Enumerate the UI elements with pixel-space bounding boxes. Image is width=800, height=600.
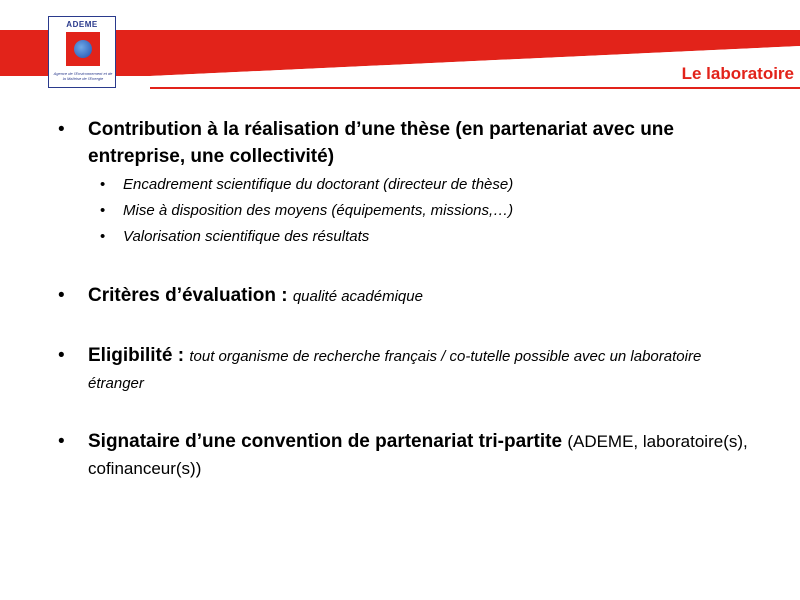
- bullet-dot: •: [58, 431, 65, 452]
- bullet-title: Critères d’évaluation :: [88, 285, 293, 306]
- ademe-logo: [48, 16, 116, 88]
- sub-item: [56, 198, 756, 224]
- slide-content: [56, 116, 756, 482]
- logo-subtitle: Agence de l'Environnement et de la Maîtrise de l'Energie: [53, 71, 113, 81]
- slide-title: Le laboratoire: [681, 64, 794, 83]
- bullet-eligibilite: [56, 342, 756, 396]
- sub-bullet-dot: •: [100, 228, 106, 245]
- logo-text: ADEME: [66, 20, 98, 29]
- bullet-criteres: [56, 282, 756, 310]
- header-red-band: [0, 0, 800, 80]
- sub-item-text: Valorisation scientifique des résultats: [123, 228, 370, 245]
- bullet-dot: •: [58, 285, 65, 306]
- globe-icon: [74, 40, 92, 58]
- bullet-signataire: [56, 428, 756, 482]
- sub-item: [56, 224, 756, 250]
- sub-bullet-dot: •: [100, 176, 106, 193]
- bullet-dot: •: [58, 119, 65, 140]
- sub-bullet-dot: •: [100, 202, 106, 219]
- sub-item-text: Encadrement scientifique du doctorant (directeur de thèse): [123, 176, 514, 193]
- sub-list: [56, 172, 756, 250]
- bullet-description: tout organisme de recherche français / co-tutelle possible avec un laboratoire étranger: [88, 348, 702, 392]
- bullet-description: (ADEME, laboratoire(s), cofinanceur(s)): [88, 432, 748, 478]
- bullet-title: Contribution à la réalisation d’une thèse (en partenariat avec une entreprise, une collectivité): [88, 119, 674, 167]
- logo-square: [66, 32, 100, 66]
- bullet-title: Eligibilité :: [88, 345, 190, 366]
- bullet-description: qualité académique: [292, 288, 423, 305]
- sub-item-text: Mise à disposition des moyens (équipements, missions,…): [123, 202, 514, 219]
- bullet-title: Signataire d’une convention de partenariat tri-partite: [88, 431, 568, 452]
- title-underline: [150, 87, 800, 89]
- bullet-contribution: [56, 116, 756, 170]
- bullet-dot: •: [58, 345, 65, 366]
- sub-item: [56, 172, 756, 198]
